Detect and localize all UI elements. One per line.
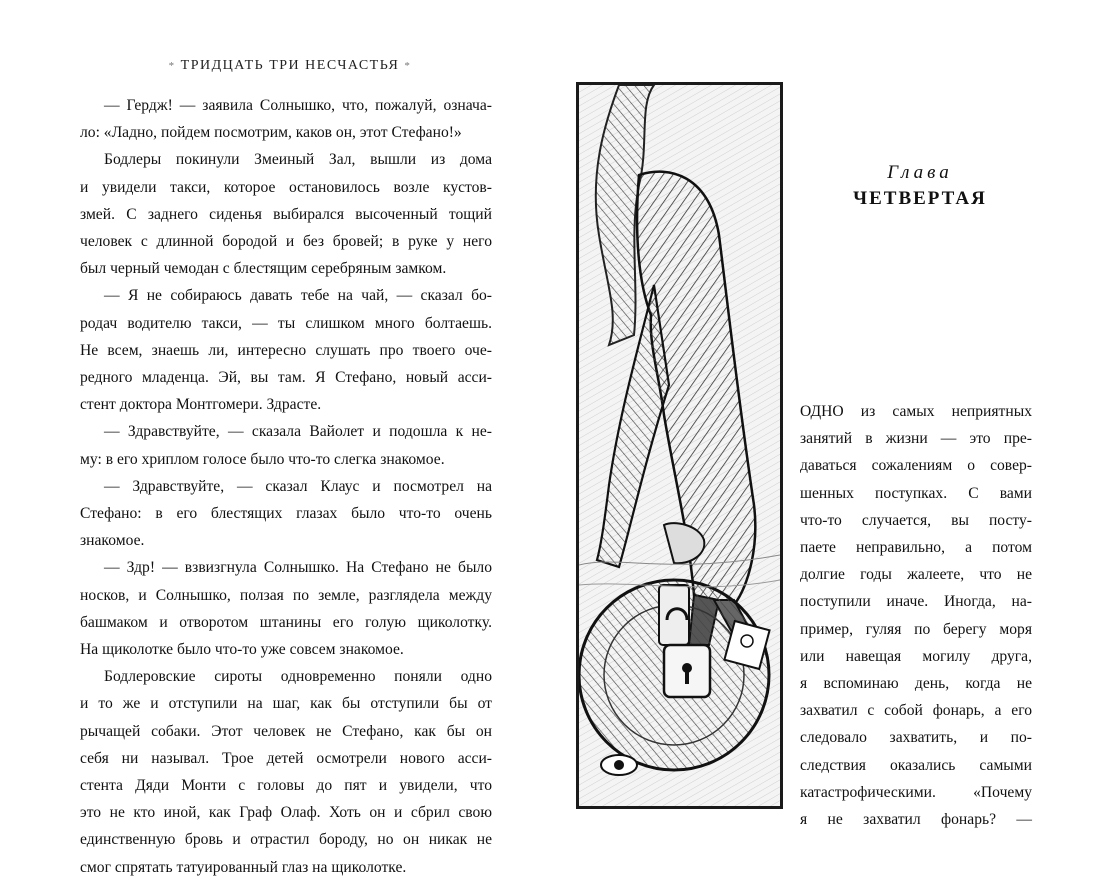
text-line: — Здр! — взвизгнула Солнышко. На Стефано не было xyxy=(104,559,492,577)
text-line: ло: «Ладно, пойдем посмотрим, каков он, этот Стефано!» xyxy=(80,124,462,142)
text-line: Бодлеровские сироты одновременно поняли одно xyxy=(104,668,492,686)
text-line: Не всем, знаешь ли, интересно слушать про твоего оче- xyxy=(80,341,492,359)
text-line: это не кто иной, как Граф Олаф. Хоть он и сбрил свою xyxy=(80,804,492,822)
text-line: и увидели такси, которое остановилось возле кустов- xyxy=(80,178,492,196)
book-title: ТРИДЦАТЬ ТРИ НЕСЧАСТЬЯ xyxy=(180,58,400,73)
text-line: следствия оказались самыми xyxy=(800,756,1032,774)
text-line: носков, и Солнышко, ползая по земле, разглядела между xyxy=(80,586,492,604)
star-ornament-left: * xyxy=(168,60,176,72)
text-line: следовало захватить, и по- xyxy=(800,729,1032,747)
left-page-body xyxy=(80,92,492,881)
text-line: родач водителю такси, — ты слишком много болтаешь. xyxy=(80,314,492,332)
text-line: долгие годы жалеете, что не xyxy=(800,566,1032,584)
paragraph xyxy=(80,554,492,663)
chapter-illustration xyxy=(576,82,783,809)
text-line: му: в его хриплом голосе было что-то слегка знакомое. xyxy=(80,450,445,468)
text-line: редного младенца. Эй, вы там. Я Стефано, новый асси- xyxy=(80,369,492,387)
text-line: — Здравствуйте, — сказал Клаус и посмотрел на xyxy=(104,477,492,495)
paragraph xyxy=(80,146,492,282)
chapter-label: Глава xyxy=(887,162,953,183)
text-line: я вспоминаю день, когда не xyxy=(800,675,1032,693)
text-line: — Гердж! — заявила Солнышко, что, пожалуй, означа- xyxy=(104,97,492,114)
text-line: или навещая могилу друга, xyxy=(800,647,1032,665)
text-line: ОДНО из самых неприятных xyxy=(800,403,1032,420)
text-line: смог спрятать татуированный глаз на щиколотке. xyxy=(80,858,407,876)
text-line: себя ни называл. Трое детей осмотрели нового асси- xyxy=(80,749,492,767)
text-line: — Я не собираюсь давать тебе на чай, — сказал бо- xyxy=(104,287,492,305)
text-line: На щиколотке было что-то уже совсем знакомое. xyxy=(80,641,404,659)
text-line: захватил с собой фонарь, а его xyxy=(800,702,1032,720)
right-page-body xyxy=(800,398,1032,833)
text-line: рычащей собаки. Этот человек не Стефано, как бы он xyxy=(80,722,492,740)
text-line: занятий в жизни — это пре- xyxy=(800,430,1032,448)
text-line: поступили иначе. Иногда, на- xyxy=(800,593,1032,611)
text-line: даваться сожалениям о совер- xyxy=(800,457,1032,475)
paragraph xyxy=(80,473,492,555)
text-line: пример, гуляя по берегу моря xyxy=(800,620,1032,638)
text-line: паете неправильно, а потом xyxy=(800,539,1032,557)
text-line: башмаком и отворотом штанины его голую щиколотку. xyxy=(80,613,492,631)
text-line: Бодлеры покинули Змеиный Зал, вышли из дома xyxy=(104,151,492,169)
running-head xyxy=(130,58,450,74)
text-line: был черный чемодан с блестящим серебряным замком. xyxy=(80,260,447,278)
paragraph xyxy=(80,418,492,472)
text-line: и то же и отступили на шаг, как бы отступили бы от xyxy=(80,695,492,713)
chapter-title: ЧЕТВЕРТАЯ xyxy=(853,188,987,209)
star-ornament-right: * xyxy=(404,60,412,72)
paragraph xyxy=(80,282,492,418)
text-line: единственную бровь и отрастил бороду, но он никак не xyxy=(80,831,492,849)
figure-with-suitcase-drawing xyxy=(579,85,780,806)
text-line: я не захватил фонарь? — xyxy=(800,811,1032,829)
text-line: катастрофическими. «Почему xyxy=(800,783,1032,801)
text-line: стента Дяди Монти с головы до пят и увидели, что xyxy=(80,777,492,795)
text-line: шенных поступках. С вами xyxy=(800,484,1032,502)
text-line: знакомое. xyxy=(80,532,145,550)
text-line: человек с длинной бородой и без бровей; в руке у него xyxy=(80,233,492,251)
paragraph xyxy=(80,92,492,146)
text-line: стент доктора Монтгомери. Здрасте. xyxy=(80,396,322,414)
paragraph xyxy=(80,663,492,881)
text-line: — Здравствуйте, — сказала Вайолет и подошла к не- xyxy=(104,423,492,441)
text-line: змей. С заднего сиденья выбирался высоченный тощий xyxy=(80,205,492,223)
text-line: что-то случается, вы посту- xyxy=(800,511,1032,529)
text-line: Стефано: в его блестящих глазах было что-то очень xyxy=(80,505,492,523)
